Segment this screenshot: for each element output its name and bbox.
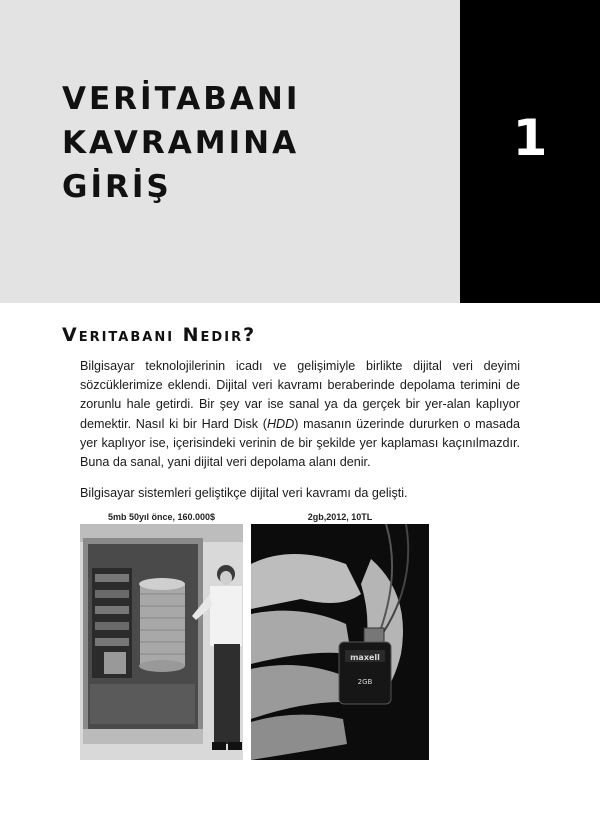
figure-usb-drive-caption: 2gb,2012, 10TL <box>307 512 373 522</box>
usb-brand-label: maxell <box>350 653 380 662</box>
usb-capacity-label: 2GB <box>357 678 373 686</box>
body-paragraph-1 <box>80 357 520 472</box>
paragraph-1-part-2: ) masanın üzerinde dururken o masada yer kaplıyor ise, içerisindeki verinin de bir şekilde yer kaplaması kaçınılmazdır. Buna da sanal, yani dijital veri depolama alanı denir. <box>80 416 520 470</box>
old-disk-storage-photo <box>80 524 243 760</box>
body-paragraph-2: Bilgisayar sistemleri geliştikçe dijital veri kavramı da gelişti. <box>80 486 408 500</box>
chapter-title-line-1: VERİTABANI <box>62 81 301 117</box>
chapter-title <box>62 77 300 209</box>
hdd-term: HDD <box>266 416 295 431</box>
figure-old-storage-caption: 5mb 50yıl önce, 160.000$ <box>107 512 216 522</box>
figure-old-storage <box>80 510 243 760</box>
chapter-number-box <box>460 0 600 303</box>
usb-flash-drive-photo <box>251 524 429 760</box>
figure-usb-drive <box>251 510 429 760</box>
paragraph-1-part-1: Bilgisayar teknolojilerinin icadı ve gelişimiyle birlikte dijital veri deyimi sözcüklerimize eklendi. Dijital veri kavramı beraberinde depolama terimini de zorunlu hale getirdi. Bir şey var ise sanal ya da gerçek bir yer-alan kaplıyor demektir. Nasıl ki bir Hard Disk ( <box>80 359 520 431</box>
chapter-title-line-3: GİRİŞ <box>62 169 172 205</box>
section-heading: Veritabanı Nedir? <box>62 324 257 346</box>
chapter-number: 1 <box>512 109 548 167</box>
chapter-title-line-2: KAVRAMINA <box>62 125 300 161</box>
